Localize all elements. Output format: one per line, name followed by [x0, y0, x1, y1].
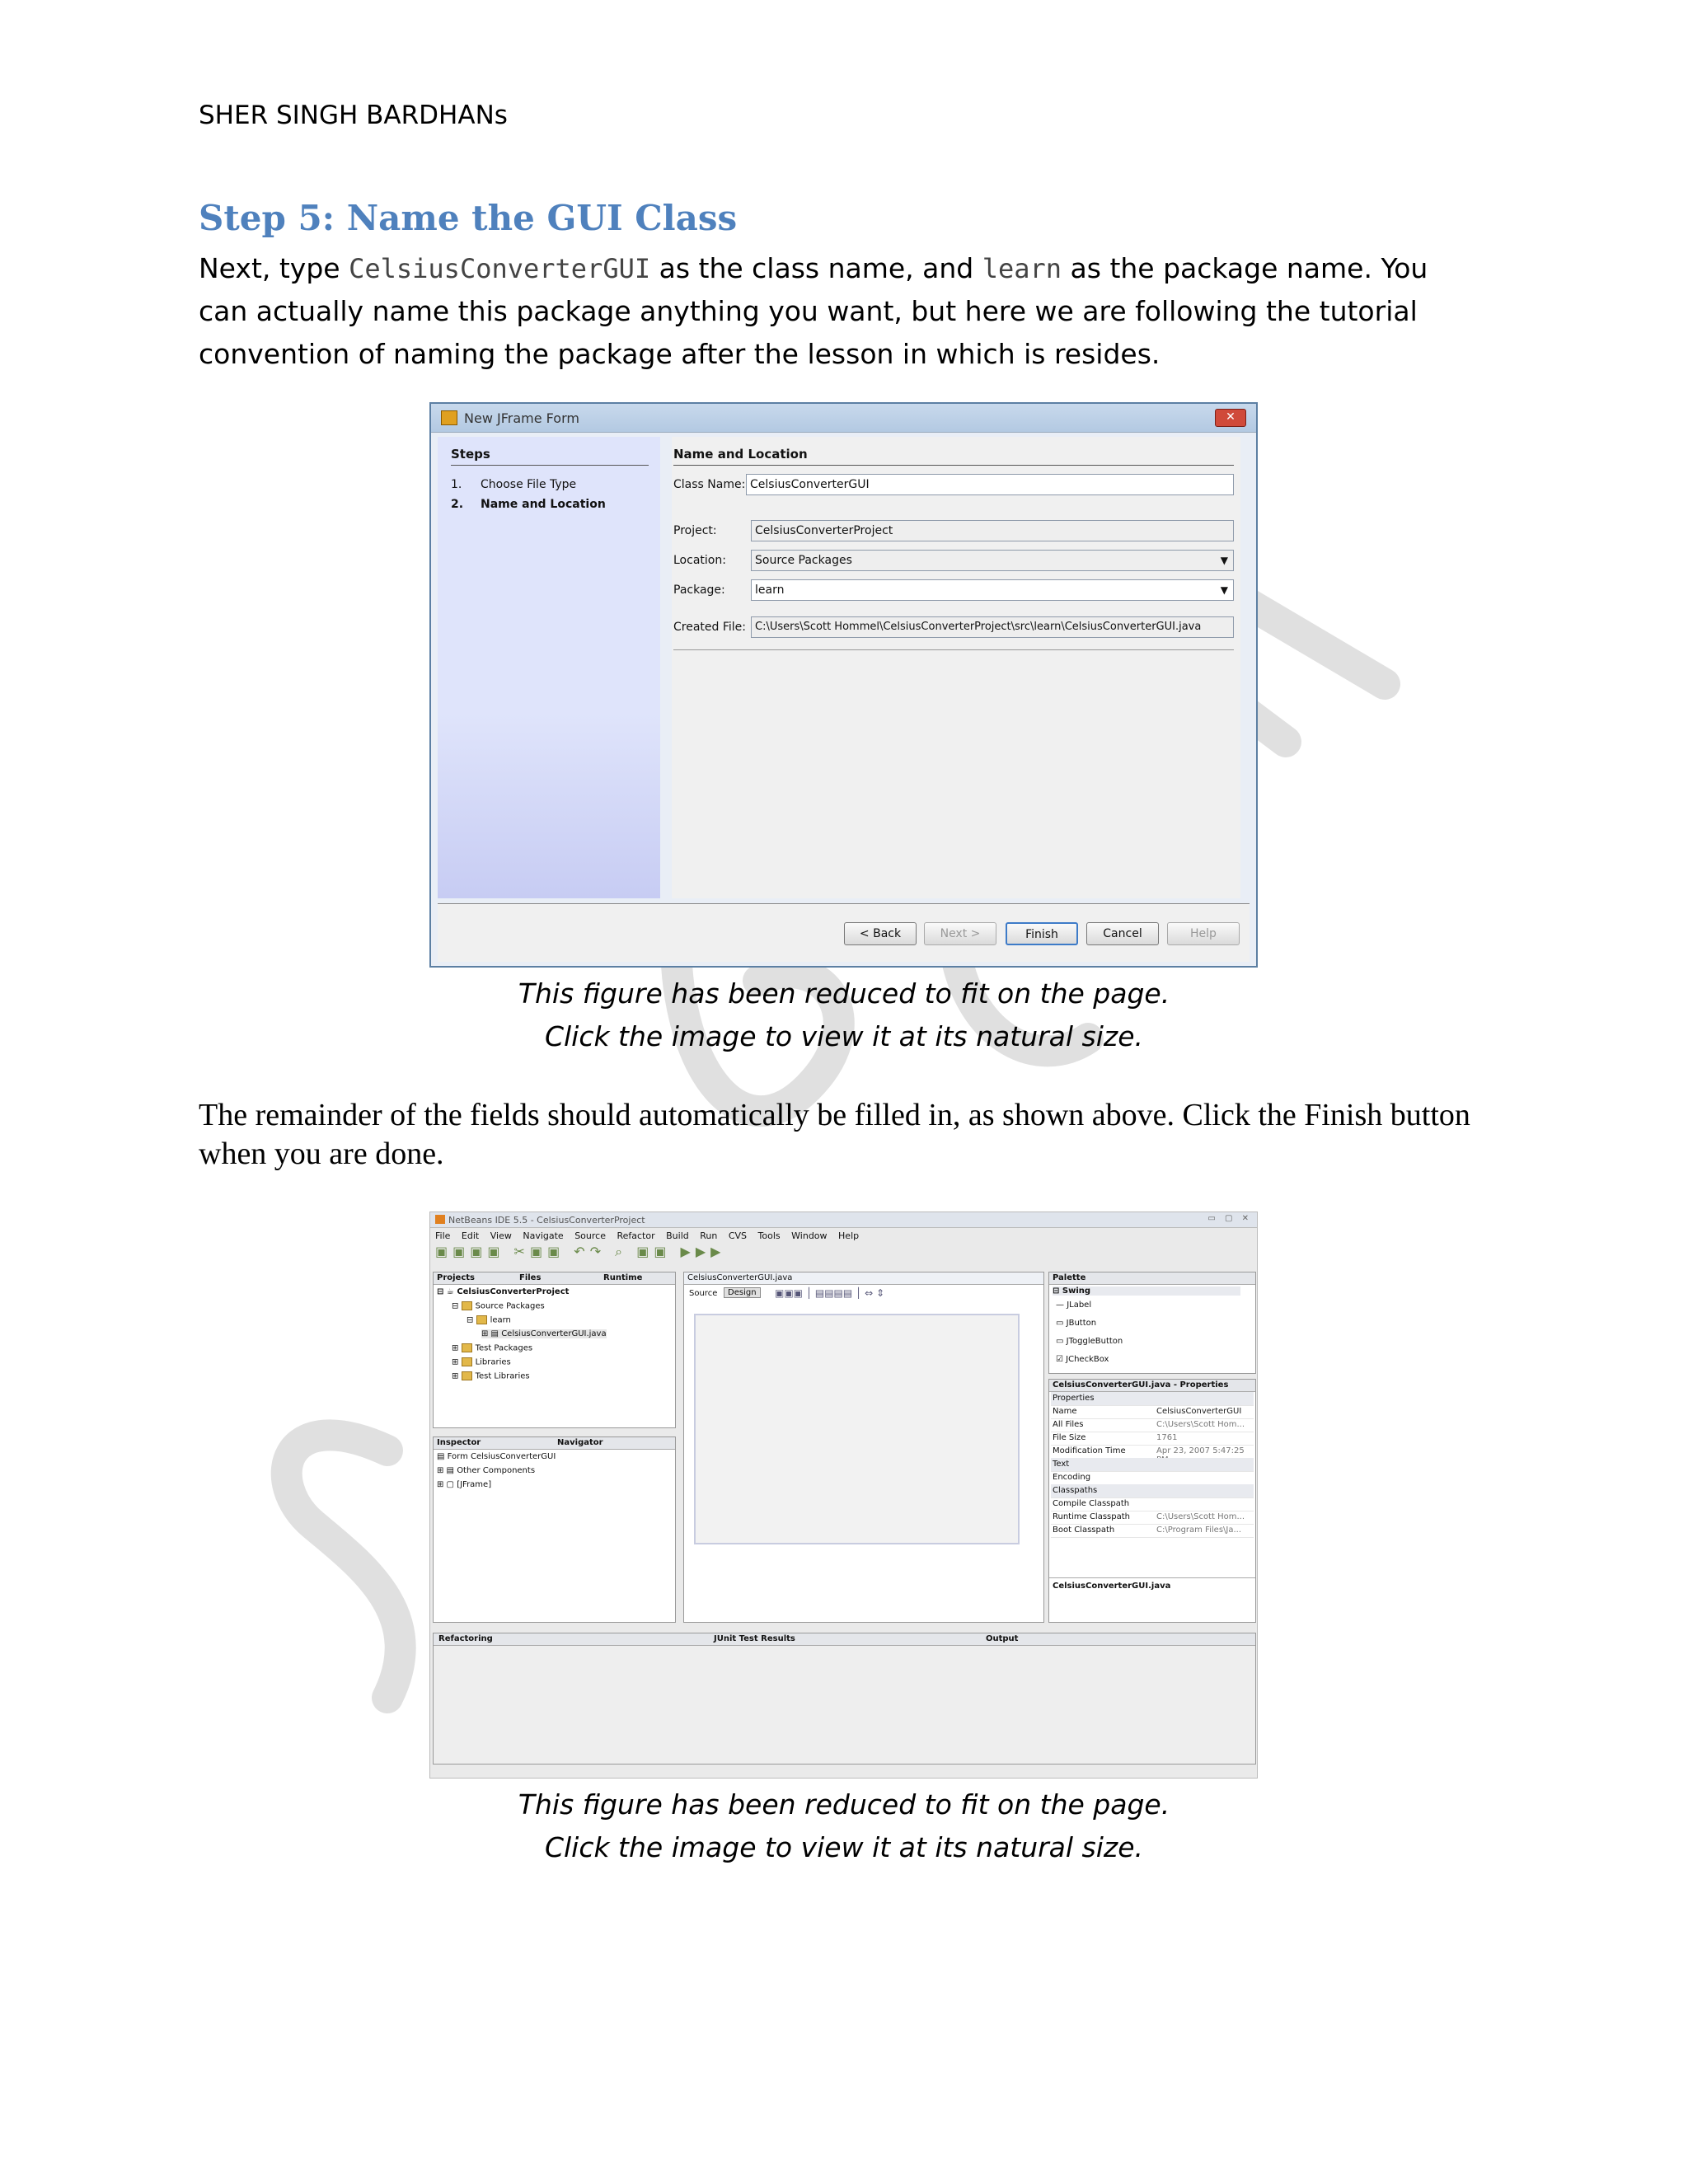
inspector-pane: [433, 1436, 676, 1623]
intro-text: as the class name, and: [650, 252, 982, 284]
class-name-label: Class Name:: [673, 478, 746, 491]
palette-item[interactable]: ☑ JCheckBox: [1056, 1355, 1109, 1364]
steps-panel: [438, 437, 660, 898]
location-label: Location:: [673, 554, 726, 567]
location-dropdown[interactable]: Source Packages ▼: [751, 550, 1234, 571]
tab-runtime[interactable]: Runtime: [603, 1273, 643, 1282]
property-row[interactable]: Boot Classpath C:\Program Files\Ja...: [1051, 1524, 1254, 1538]
palette-item[interactable]: ▭ JButton: [1056, 1319, 1097, 1328]
tree-item[interactable]: ⊞ ▤ Other Components: [437, 1466, 536, 1475]
menu-view[interactable]: View: [490, 1230, 512, 1241]
tree-item[interactable]: ⊟ ☕ CelsiusConverterProject: [437, 1287, 570, 1296]
caption-line: This figure has been reduced to fit on the page.: [518, 1788, 1170, 1821]
class-name-code: CelsiusConverterGUI: [349, 253, 651, 284]
help-button[interactable]: Help: [1167, 922, 1240, 945]
tree-item[interactable]: ⊞ Test Libraries: [452, 1371, 530, 1381]
menu-help[interactable]: Help: [838, 1230, 860, 1241]
source-tab[interactable]: Source: [689, 1289, 718, 1298]
tree-item-selected[interactable]: ⊞ ▤ CelsiusConverterGUI.java: [481, 1329, 607, 1338]
tab-projects[interactable]: Projects: [437, 1273, 476, 1282]
menu-source[interactable]: Source: [574, 1230, 606, 1241]
palette-header: Palette: [1049, 1272, 1255, 1285]
palette-item[interactable]: ▭ JToggleButton: [1056, 1337, 1123, 1346]
dialog-title-bar: [431, 404, 1256, 433]
new-jframe-dialog-screenshot[interactable]: [429, 402, 1258, 968]
menu-bar: [435, 1230, 867, 1241]
panel-heading: Name and Location: [673, 447, 808, 462]
tree-item[interactable]: ⊞ Test Packages: [452, 1343, 533, 1353]
tree-item[interactable]: ⊟ Source Packages: [452, 1301, 545, 1311]
project-label: Project:: [673, 524, 717, 537]
property-row[interactable]: File Size 1761: [1051, 1432, 1254, 1446]
menu-cvs[interactable]: CVS: [728, 1230, 748, 1241]
tab-output[interactable]: Output: [986, 1634, 1019, 1643]
properties-footer: CelsiusConverterGUI.java: [1049, 1577, 1255, 1594]
palette-category[interactable]: ⊟ Swing: [1053, 1286, 1240, 1296]
property-section[interactable]: Classpaths: [1051, 1484, 1254, 1498]
figure-caption: [0, 972, 1688, 1058]
name-location-panel: [672, 437, 1240, 898]
java-icon: [441, 410, 457, 425]
divider: [451, 465, 649, 466]
package-combobox[interactable]: learn ▼: [751, 579, 1234, 601]
property-row[interactable]: All Files C:\Users\Scott Hom...: [1051, 1418, 1254, 1432]
menu-refactor[interactable]: Refactor: [617, 1230, 655, 1241]
finish-button[interactable]: Finish: [1006, 922, 1078, 945]
design-canvas[interactable]: [694, 1314, 1020, 1544]
ide-title-bar: [430, 1212, 1257, 1228]
toolbar[interactable]: ▣▣▣▣ ✂▣▣ ↶↷ ⌕ ▣▣ ▶▶▶: [435, 1244, 726, 1259]
back-button[interactable]: < Back: [844, 922, 917, 945]
tab-inspector[interactable]: Inspector: [437, 1438, 481, 1447]
tab-refactoring[interactable]: Refactoring: [438, 1634, 493, 1643]
created-file-label: Created File:: [673, 621, 746, 634]
palette-item[interactable]: — JLabel: [1056, 1301, 1092, 1310]
property-row[interactable]: Modification Time Apr 23, 2007 5:47:25: [1051, 1445, 1254, 1459]
class-name-field[interactable]: CelsiusConverterGUI: [746, 474, 1234, 495]
caption-link[interactable]: Click the image to view it at its natural size.: [544, 1831, 1144, 1863]
property-row[interactable]: Runtime Classpath C:\Users\Scott Hom...: [1051, 1511, 1254, 1525]
property-row[interactable]: Encoding: [1051, 1471, 1254, 1485]
netbeans-icon: [435, 1215, 445, 1224]
menu-run[interactable]: Run: [700, 1230, 718, 1241]
menu-build[interactable]: Build: [666, 1230, 689, 1241]
tree-item[interactable]: ▤ Form CelsiusConverterGUI: [437, 1452, 556, 1461]
created-file-field: C:\Users\Scott Hommel\CelsiusConverterProject\src\learn\CelsiusConverterGUI.java: [751, 616, 1234, 638]
design-toolbar[interactable]: ▣▣▣ │ ▤▤▤▤ │ ⇔ ⇕: [775, 1287, 884, 1299]
body-paragraph: The remainder of the fields should automatically be filled in, as shown above. Click the Finish button when you are done.: [199, 1098, 1470, 1171]
tree-item[interactable]: ⊞ Libraries: [452, 1357, 511, 1367]
output-tabs: [434, 1633, 1255, 1646]
next-button[interactable]: Next >: [924, 922, 996, 945]
ide-title: NetBeans IDE 5.5 - CelsiusConverterProject: [448, 1215, 645, 1226]
palette-pane: [1048, 1272, 1256, 1374]
caption-line: This figure has been reduced to fit on the page.: [518, 977, 1170, 1010]
menu-edit[interactable]: Edit: [461, 1230, 480, 1241]
caption-link[interactable]: Click the image to view it at its natural size.: [544, 1020, 1144, 1052]
step-item: 1. Choose File Type: [451, 478, 577, 491]
menu-tools[interactable]: Tools: [757, 1230, 781, 1241]
close-button[interactable]: ✕: [1215, 409, 1246, 427]
tab-navigator[interactable]: Navigator: [557, 1438, 603, 1447]
property-section[interactable]: Properties: [1051, 1392, 1254, 1406]
editor-pane: [683, 1272, 1044, 1623]
page-header: SHER SINGH BARDHANs: [199, 101, 508, 130]
cancel-button[interactable]: Cancel: [1086, 922, 1159, 945]
menu-window[interactable]: Window: [791, 1230, 828, 1241]
figure-caption: [0, 1783, 1688, 1869]
editor-tab[interactable]: CelsiusConverterGUI.java: [687, 1273, 793, 1282]
divider: [673, 465, 1234, 466]
output-area: [433, 1633, 1256, 1765]
properties-header: CelsiusConverterGUI.java - Properties: [1049, 1380, 1255, 1392]
intro-text: Next, type: [199, 252, 349, 284]
section-heading: Step 5: Name the GUI Class: [199, 198, 738, 238]
button-bar: [438, 903, 1250, 962]
netbeans-ide-screenshot[interactable]: [429, 1212, 1258, 1779]
tab-files[interactable]: Files: [519, 1273, 542, 1282]
inspector-tabs: [434, 1437, 675, 1450]
properties-pane: [1048, 1379, 1256, 1623]
package-name-code: learn: [982, 253, 1062, 284]
dialog-title: New JFrame Form: [464, 410, 579, 426]
property-row[interactable]: Compile Classpath: [1051, 1497, 1254, 1511]
property-row[interactable]: Name CelsiusConverterGUI: [1051, 1405, 1254, 1419]
steps-heading: Steps: [451, 447, 490, 462]
tree-item[interactable]: ⊟ learn: [467, 1315, 511, 1325]
intro-text: as the package name. You can actually name this package anything you want, but here we are following the tutorial convention of naming the package after the lesson in which is resides.: [199, 252, 1428, 370]
step-item-current: 2. Name and Location: [451, 498, 606, 511]
projects-pane: [433, 1272, 676, 1428]
editor-tab-bar: [684, 1272, 1043, 1285]
project-field: CelsiusConverterProject: [751, 520, 1234, 541]
tree-item[interactable]: ⊞ ▢ [JFrame]: [437, 1480, 492, 1489]
menu-file[interactable]: File: [435, 1230, 451, 1241]
tab-junit[interactable]: JUnit Test Results: [714, 1634, 795, 1643]
window-controls[interactable]: ▭ ▢ ✕: [1207, 1214, 1252, 1223]
intro-paragraph: [199, 247, 1468, 376]
divider: [673, 649, 1234, 650]
projects-tabs: [434, 1272, 675, 1285]
design-tab[interactable]: Design: [724, 1287, 761, 1298]
package-label: Package:: [673, 583, 725, 597]
property-section[interactable]: Text: [1051, 1458, 1254, 1472]
menu-navigate[interactable]: Navigate: [523, 1230, 564, 1241]
